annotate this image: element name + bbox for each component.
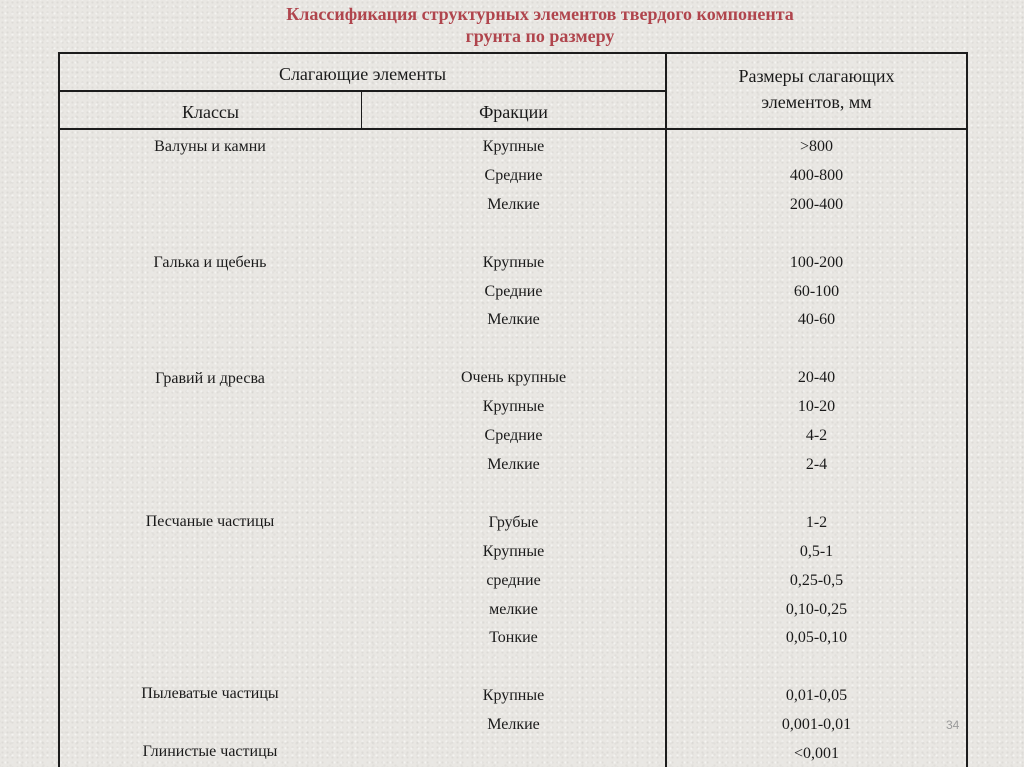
class-label: Песчаные частицы	[145, 513, 275, 530]
fraction-cell: Мелкие	[487, 455, 540, 473]
size-cell: 0,25-0,5	[789, 571, 844, 589]
header-divider-bottom	[60, 128, 966, 130]
fractions-column	[362, 133, 665, 767]
header-divider-top	[60, 90, 666, 92]
classification-table	[58, 52, 968, 767]
class-label: Гравий и дресва	[155, 370, 265, 387]
slide-title	[0, 3, 1024, 47]
fraction-cell: Крупные	[482, 542, 545, 560]
class-label: Галька и щебень	[153, 254, 267, 271]
size-cell: 0,10-0,25	[785, 600, 848, 618]
size-cell: <0,001	[793, 745, 840, 763]
size-cell: 2-4	[805, 455, 828, 473]
fraction-cell: Крупные	[482, 253, 545, 271]
title-line-2: грунта по размеру	[465, 26, 615, 46]
spacer-row	[362, 480, 665, 509]
header-sizes	[667, 63, 966, 115]
spacer-row	[667, 220, 966, 249]
size-cell: >800	[799, 138, 834, 155]
spacer-row	[667, 335, 966, 364]
fraction-cell: Средние	[484, 282, 543, 300]
fraction-cell: Мелкие	[487, 716, 540, 734]
header-sizes-line-1: Размеры слагающих	[738, 66, 895, 86]
size-cell: 400-800	[789, 166, 844, 184]
size-cell: 200-400	[789, 195, 844, 213]
size-cell: 1-2	[805, 513, 828, 531]
fraction-cell: Тонкие	[489, 629, 538, 647]
spacer-row	[362, 740, 665, 767]
size-cell: 10-20	[797, 398, 836, 416]
size-cell: 100-200	[789, 253, 844, 271]
fraction-cell: средние	[486, 571, 541, 589]
spacer-row	[362, 653, 665, 682]
fraction-cell: Крупные	[482, 138, 545, 155]
title-line-1: Классификация структурных элементов твердого компонента	[286, 4, 794, 24]
size-cell: 60-100	[793, 282, 840, 300]
spacer-row	[362, 220, 665, 249]
size-cell: 0,001-0,01	[781, 716, 852, 734]
class-label: Пылеватые частицы	[141, 685, 279, 702]
spacer-row	[362, 335, 665, 364]
fraction-cell: Крупные	[482, 687, 545, 705]
fraction-cell: Средние	[484, 427, 543, 445]
size-cell: 40-60	[797, 311, 836, 329]
size-cell: 0,05-0,10	[785, 629, 848, 647]
size-cell: 20-40	[797, 369, 836, 387]
class-label: Валуны и камни	[154, 138, 266, 155]
spacer-row	[667, 653, 966, 682]
page-number: 34	[946, 718, 960, 732]
header-sizes-line-2: элементов, мм	[761, 92, 872, 112]
sizes-column	[667, 133, 966, 767]
spacer-row	[667, 480, 966, 509]
fraction-cell: Мелкие	[487, 195, 540, 213]
fraction-cell: Мелкие	[487, 311, 540, 329]
fraction-cell: Грубые	[488, 513, 539, 531]
header-fractions: Фракции	[479, 102, 548, 122]
fraction-cell: Очень крупные	[460, 369, 567, 387]
size-cell: 4-2	[805, 427, 828, 445]
size-cell: 0,01-0,05	[785, 687, 848, 705]
class-label: Глинистые частицы	[142, 743, 278, 760]
fraction-cell: Крупные	[482, 398, 545, 416]
header-classes: Классы	[181, 102, 240, 122]
header-group-label: Слагающие элементы	[278, 64, 447, 84]
size-cell: 0,5-1	[799, 542, 834, 560]
fraction-cell: Средние	[484, 166, 543, 184]
fraction-cell: мелкие	[489, 600, 538, 618]
